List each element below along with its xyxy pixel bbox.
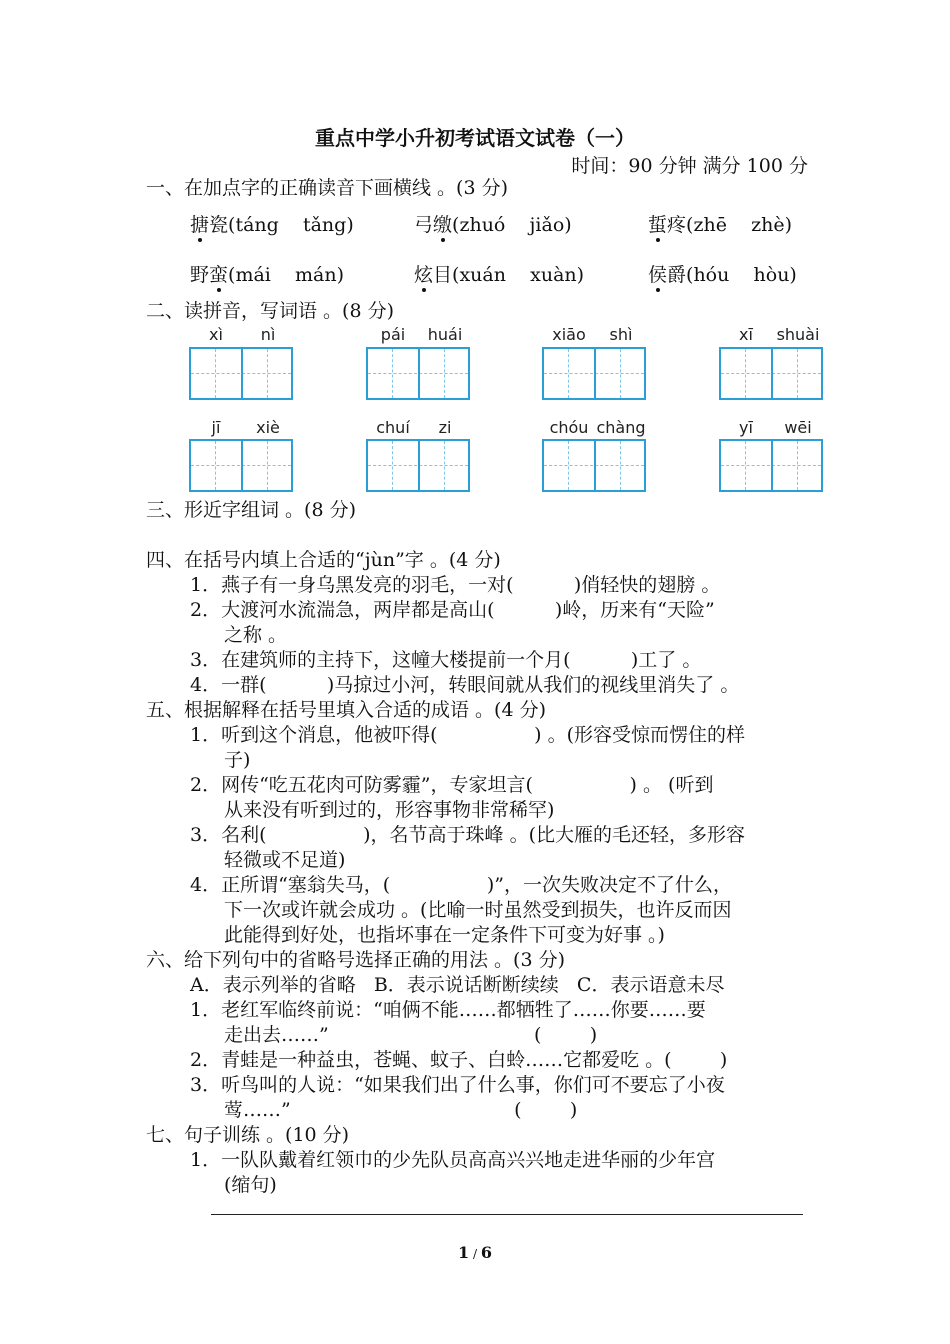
section-7-heading: 七、句子训练 。(10 分) xyxy=(146,1124,350,1146)
writing-grid[interactable] xyxy=(189,439,293,492)
s1-item-1: 搪瓷(táng tǎng) xyxy=(190,210,354,237)
s7-line: (缩句) xyxy=(224,1174,277,1196)
s4-line: 2．大渡河水流湍急，两岸都是高山( )岭，历来有“天险” xyxy=(190,599,715,621)
writing-grid[interactable] xyxy=(189,347,293,400)
s6-line: 2．青蛙是一种益虫，苍蝇、蚊子、白蛉……它都爱吃 。( ) xyxy=(190,1049,728,1071)
dotted-char: 搪 xyxy=(190,210,209,237)
s5-line: 2．网传“吃五花肉可防雾霾”，专家坦言( ) 。 (听到 xyxy=(190,774,714,796)
pinyin-label: chóu xyxy=(549,418,589,437)
pinyin-label: xiè xyxy=(256,418,280,437)
s1-item-6: 侯爵(hóu hòu) xyxy=(648,260,797,287)
dotted-char: 蜇 xyxy=(648,210,667,237)
s5-line: 下一次或许就会成功 。(比喻一时虽然受到损失，也许反而因 xyxy=(224,899,732,921)
s5-line: 从来没有听到过的，形容事物非常稀罕) xyxy=(224,799,555,821)
s5-line: 1．听到这个消息，他被吓得( ) 。(形容受惊而愣住的样 xyxy=(190,724,745,746)
s4-line: 3．在建筑师的主持下，这幢大楼提前一个月( )工了 。 xyxy=(190,649,702,671)
pinyin-label: huái xyxy=(427,325,463,344)
s4-line: 之称 。 xyxy=(224,624,288,646)
s5-line: 轻微或不足道) xyxy=(224,849,346,871)
dotted-char: 缴 xyxy=(433,210,452,237)
answer-line[interactable] xyxy=(211,1214,803,1215)
s1-item-2: 弓缴(zhuó jiǎo) xyxy=(414,210,572,237)
section-4-heading: 四、在括号内填上合适的“jùn”字 。(4 分) xyxy=(146,549,501,571)
pinyin-label: xì xyxy=(209,325,223,344)
s7-line: 1．一队队戴着红领巾的少先队员高高兴兴地走进华丽的少年宫 xyxy=(190,1149,716,1171)
time-score-info: 时间：90 分钟 满分 100 分 xyxy=(571,155,808,177)
dotted-char: 炫 xyxy=(414,260,433,287)
pinyin-label: pái xyxy=(380,325,406,344)
pinyin-label: wēi xyxy=(784,418,812,437)
s5-line: 4．正所谓“塞翁失马，( )”，一次失败决定不了什么， xyxy=(190,874,732,896)
s5-line: 此能得到好处，也指坏事在一定条件下可变为好事 。) xyxy=(224,924,665,946)
pinyin-label: jī xyxy=(211,418,221,437)
writing-grid[interactable] xyxy=(366,439,470,492)
exam-title: 重点中学小升初考试语文试卷（一） xyxy=(315,126,635,150)
section-6-heading: 六、给下列句中的省略号选择正确的用法 。(3 分) xyxy=(146,949,565,971)
s1-item-4: 野蛮(mái mán) xyxy=(190,260,344,287)
s4-line: 1．燕子有一身乌黑发亮的羽毛，一对( )俏轻快的翅膀 。 xyxy=(190,574,721,596)
pinyin-label: xiāo xyxy=(552,325,586,344)
pinyin-label: shuài xyxy=(776,325,820,344)
s6-line: 走出去……” ( ) xyxy=(224,1024,598,1046)
s6-options: A．表示列举的省略 B．表示说话断断续续 C．表示语意未尽 xyxy=(190,974,725,996)
dotted-char: 侯 xyxy=(648,260,667,287)
section-2-heading: 二、读拼音，写词语 。(8 分) xyxy=(146,300,394,322)
s4-line: 4．一群( )马掠过小河，转眼间就从我们的视线里消失了 。 xyxy=(190,674,740,696)
section-5-heading: 五、根据解释在括号里填入合适的成语 。(4 分) xyxy=(146,699,546,721)
pinyin-label: shì xyxy=(609,325,633,344)
s6-line: 3．听鸟叫的人说：“如果我们出了什么事，你们可不要忘了小夜 xyxy=(190,1074,725,1096)
pinyin-label: zi xyxy=(438,418,452,437)
s1-item-5: 炫目(xuán xuàn) xyxy=(414,260,584,287)
writing-grid[interactable] xyxy=(719,347,823,400)
s6-line: 1．老红军临终前说：“咱俩不能……都牺牲了……你要……要 xyxy=(190,999,706,1021)
pinyin-label: chuí xyxy=(376,418,410,437)
s5-line: 子) xyxy=(224,749,251,771)
page-number: 1 / 6 xyxy=(458,1243,492,1262)
section-3-heading: 三、形近字组词 。(8 分) xyxy=(146,499,356,521)
pinyin-label: xī xyxy=(739,325,753,344)
writing-grid[interactable] xyxy=(719,439,823,492)
dotted-char: 蛮 xyxy=(209,260,228,287)
writing-grid[interactable] xyxy=(366,347,470,400)
writing-grid[interactable] xyxy=(542,439,646,492)
section-1-heading: 一、在加点字的正确读音下画横线 。(3 分) xyxy=(146,177,508,199)
writing-grid[interactable] xyxy=(542,347,646,400)
s1-item-3: 蜇疼(zhē zhè) xyxy=(648,210,792,237)
s6-line: 莺……” ( ) xyxy=(224,1099,578,1121)
s5-line: 3．名利( )，名节高于珠峰 。(比大雁的毛还轻，多形容 xyxy=(190,824,745,846)
pinyin-label: nì xyxy=(260,325,276,344)
pinyin-label: yī xyxy=(739,418,753,437)
pinyin-label: chàng xyxy=(596,418,646,437)
